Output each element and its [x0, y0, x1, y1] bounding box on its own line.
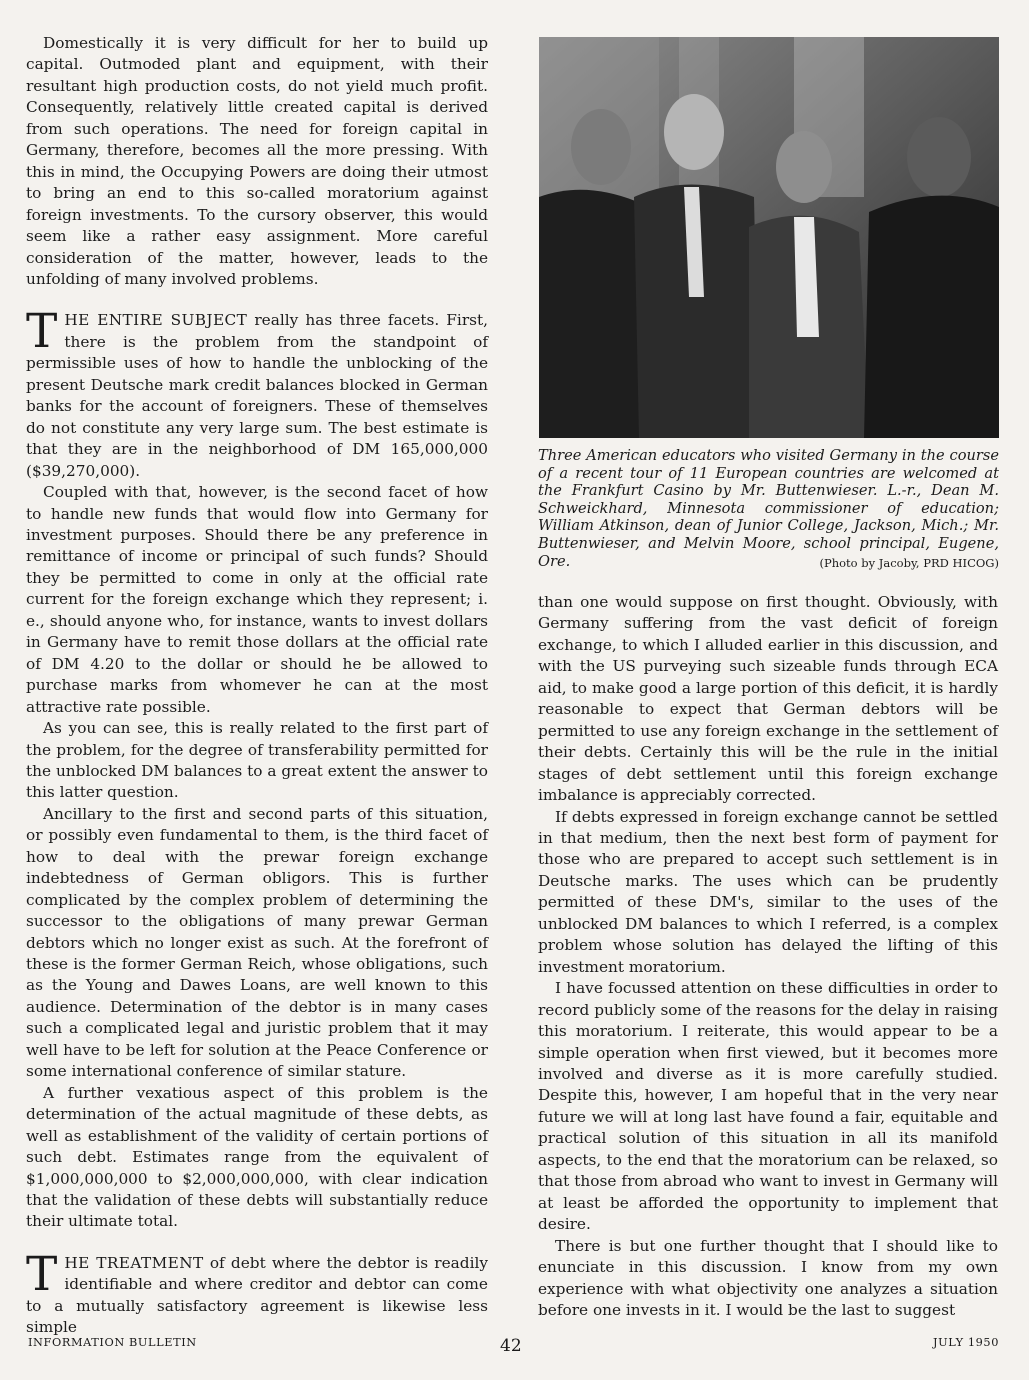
paragraph: There is but one further thought that I should like to enunciate in this discussion. I know from my own experience with what objectivity one analyzes a situation before one invests in it. I would be the last to suggest	[538, 1236, 998, 1319]
paragraph: Domestically it is very difficult for her to build up capital. Outmoded plant and equipment, with their resultant high production costs, do not yield much profit. Consequently, relatively little created capital is derived from such operations. The need for foreign capital in Germany, therefore, becomes all the more pressing. With this in mind, the Occupying Powers are doing their utmost to bring an end to this so-called moratorium against foreign investments. To the cursory observer, this would seem like a rather easy assignment. More careful consideration of the matter, however, leads to the unfolding of many involved problems.	[26, 34, 488, 288]
paragraph: I have focussed attention on these difficulties in order to record publicly some of the reasons for the delay in raising this moratorium. I reiterate, this would appear to be a simple operation when first viewed, but it becomes more involved and diverse as it is more carefully studied. Despite this, however, I am hopeful that in the very near future we will at long last have found a fair, equitable and practical solution of this situation in all its manifold aspects, to the end that the moratorium can be relaxed, so that those from abroad who want to invest in Germany will at least be afforded the opportunity to implement that desire.	[538, 979, 998, 1234]
paragraph: As you can see, this is really related to the first part of the problem, for the degree of transferability permitted for the unblocked DM balances to a great extent the answer to this latter question.	[26, 719, 488, 802]
paragraph: A further vexatious aspect of this problem is the determination of the actual magnitude of these debts, as well as establishment of the validity of certain portions of such debt. Estimates range from the equivalent of $1,000,000,000 to $2,000,000,000, with clear indication that the validation of these debts will substantially reduce their ultimate total.	[26, 1083, 488, 1231]
section-paragraph	[26, 1246, 488, 1339]
issue-date: JULY 1950	[932, 1336, 999, 1349]
paragraph: Coupled with that, however, is the second facet of how to handle new funds that would flow into Germany for investment purposes. Should there be any preference in remittance of income or principal of such funds? Should they be permitted to come in only at the official rate current for the foreign exchange which they represent; i. e., should anyone who, for instance, wants to invest dollars in Germany have to remit those dollars at the official rate of DM 4.20 to the dollar or should he be allowed to purchase marks from whomever he can at the most attractive rate possible.	[26, 483, 488, 716]
publication-name: INFORMATION BULLETIN	[28, 1336, 197, 1349]
left-column	[26, 33, 488, 1339]
paragraph-text: really has three facets. First, there is the problem from the standpoint of permissible uses of how to handle the unblocking of the present Deutsche mark credit balances blocked in German banks for the account of foreigners. These of themselves do not constitute any very large sum. The best estimate is that they are in the neighborhood of DM 165,000,000 ($39,270,000).	[26, 311, 488, 480]
section-paragraph	[26, 304, 488, 482]
right-column	[538, 592, 998, 1321]
photo-credit: (Photo by Jacoby, PRD HICOG)	[819, 555, 999, 570]
lead-in-caps: HE ENTIRE SUBJECT	[64, 311, 248, 330]
paragraph: Ancillary to the first and second parts of this situation, or possibly even fundamental to them, is the third facet of how to deal with the prewar foreign exchange indebtedness of German obligors. This is further complicated by the complex problem of determining the successor to the obligations of many prewar German debtors which no longer exist as such. At the forefront of these is the former German Reich, whose obligations, such as the Young and Dawes Loans, are well known to this audience. Determination of the debtor is in many cases such a complicated legal and juristic problem that it may well have to be left for solution at the Peace Conference or some international conference of similar stature.	[26, 804, 488, 1081]
paragraph: than one would suppose on first thought. Obviously, with Germany suffering from the vast deficit of foreign exchange, to which I alluded earlier in this discussion, and with the US purveying such sizeable funds through ECA aid, to make good a large portion of this deficit, it is hardly reasonable to expect that German debtors will be permitted to use any foreign exchange in the settlement of their debts. Certainly this will be the rule in the initial stages of debt settlement until this foreign exchange imbalance is appreciably corrected.	[538, 593, 998, 805]
photograph	[539, 37, 999, 438]
drop-cap: T	[26, 304, 58, 360]
caption-text: Three American educators who visited Germany in the course of a recent tour of 11 European countries are welcomed at the Frankfurt Casino by Mr. Buttenwieser. L.-r., Dean M. Schweickhard, Minnesota commissioner of education; William Atkinson, dean of Junior College, Jackson, Mich.; Mr. Buttenwieser, and Melvin Moore, school principal, Eugene, Ore.	[538, 447, 999, 570]
lead-in-caps: HE TREATMENT	[64, 1253, 204, 1272]
photo-caption	[538, 447, 999, 572]
paragraph-text: of debt where the debtor is readily identifiable and where creditor and debtor can come to a mutually satisfactory agreement is likewise less simple	[26, 1253, 488, 1337]
drop-cap: T	[26, 1246, 58, 1302]
page-number: 42	[500, 1336, 522, 1356]
paragraph: If debts expressed in foreign exchange cannot be settled in that medium, then the next best form of payment for those who are prepared to accept such settlement is in Deutsche marks. The uses which can be prudently permitted of these DM's, similar to the uses of the unblocked DM balances to which I referred, is a complex problem whose solution has delayed the lifting of this investment moratorium.	[538, 807, 998, 976]
photo-illustration	[539, 37, 999, 438]
